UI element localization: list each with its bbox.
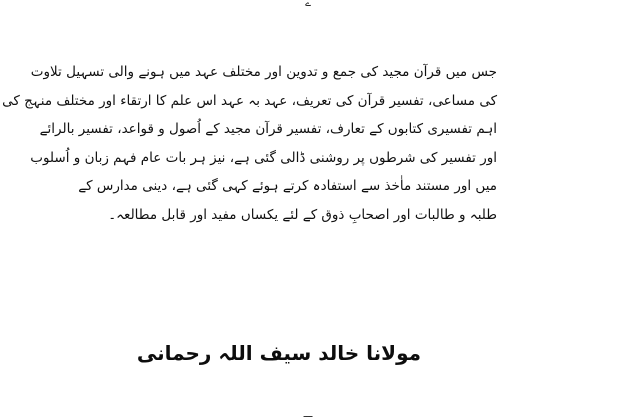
description-paragraph — [2, 58, 497, 229]
paragraph-line-2: کی مساعی، تفسیر قرآن کی تعریف، عہد بہ عہد اس علم کا ارتقاء اور مختلف منہج کی — [2, 92, 497, 109]
paragraph-line-4: اور تفسیر کی شرطوں پر روشنی ڈالی گئی ہے، نیز ہر بات عام فہم زبان و اُسلوب — [30, 149, 497, 166]
paragraph-line-6: طلبہ و طالبات اور اصحابِ ذوق کے لئے یکساں مفید اور قابل مطالعہ۔ — [108, 206, 497, 223]
top-text-fragment: ے — [305, 0, 311, 9]
paragraph-line-5: میں اور مستند ماٰخذ سے استفادہ کرتے ہوئے کہی گئی ہے، دینی مدارس کے — [78, 178, 497, 194]
paragraph-line-3: اہم تفسیری کتابوں کے تعارف، تفسیر قرآن مجید کے اُصول و قواعد، تفسیر بالرائے — [39, 121, 497, 137]
bottom-text-fragment: ـــ — [303, 409, 313, 420]
paragraph-line-1: جس میں قرآن مجید کی جمع و تدوین اور مختلف عہد میں ہونے والی تسہیل تلاوت — [30, 64, 497, 80]
author-name: مولانا خالد سیف اللہ رحمانی — [136, 341, 421, 365]
